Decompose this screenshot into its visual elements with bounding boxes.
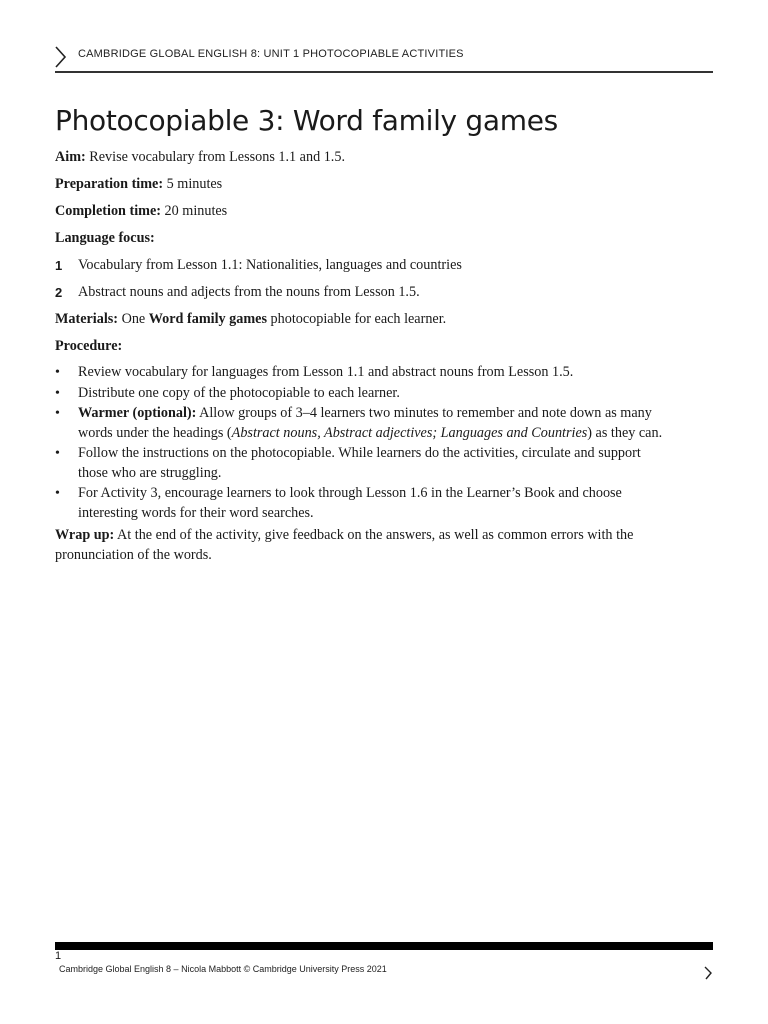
- preparation-label: Preparation time:: [55, 176, 164, 192]
- list-item: • Review vocabulary for languages from Lesson 1.1 and abstract nouns from Lesson 1.5.: [55, 363, 665, 383]
- page-title: Photocopiable 3: Word family games: [55, 104, 558, 137]
- aim-paragraph: [55, 148, 665, 168]
- materials-text: One: [118, 311, 149, 327]
- list-item: • Distribute one copy of the photocopiable to each learner.: [55, 384, 665, 404]
- completion-text: 20 minutes: [161, 203, 228, 219]
- header-rule: [55, 71, 713, 73]
- wrap-up-text: At the end of the activity, give feedback on the answers, as well as common errors with the pronunciation of the words.: [55, 527, 634, 563]
- language-focus-label: Language focus:: [55, 230, 155, 246]
- wrap-up-paragraph: [55, 526, 665, 565]
- list-item: • For Activity 3, encourage learners to look through Lesson 1.6 in the Learner’s Book and choose interesting words for their word searches.: [55, 484, 665, 523]
- page-number: 1: [55, 950, 62, 962]
- completion-label: Completion time:: [55, 203, 161, 219]
- completion-paragraph: [55, 202, 665, 222]
- aim-label: Aim:: [55, 149, 86, 165]
- warmer-text-end: ) as they can.: [587, 424, 663, 441]
- footer-credit: Cambridge Global English 8 – Nicola Mabbott © Cambridge University Press 2021: [59, 964, 387, 974]
- list-number: 2: [55, 285, 63, 300]
- chevron-right-icon: [702, 964, 714, 980]
- preparation-text: 5 minutes: [163, 176, 223, 192]
- list-item: [55, 256, 665, 276]
- wrap-up-label: Wrap up:: [55, 527, 115, 543]
- materials-bold: Word family games: [148, 311, 267, 327]
- procedure-label: Procedure:: [55, 338, 123, 354]
- aim-text: Revise vocabulary from Lessons 1.1 and 1.5.: [85, 149, 345, 165]
- running-header: CAMBRIDGE GLOBAL ENGLISH 8: UNIT 1 PHOTOCOPIABLE ACTIVITIES: [78, 48, 464, 60]
- list-item: [55, 283, 665, 303]
- list-text: Abstract nouns and adjects from the nouns from Lesson 1.5.: [78, 284, 420, 300]
- list-number: 1: [55, 258, 63, 273]
- chevron-right-icon: [50, 44, 72, 70]
- materials-text-end: photocopiable for each learner.: [266, 311, 447, 327]
- materials-paragraph: [55, 310, 665, 330]
- warmer-label: Warmer (optional):: [78, 405, 197, 421]
- list-text: Vocabulary from Lesson 1.1: Nationalities, languages and countries: [78, 257, 462, 273]
- list-item: [55, 404, 665, 443]
- document-body: [55, 148, 665, 573]
- materials-label: Materials:: [55, 311, 119, 327]
- procedure-list: [55, 363, 665, 523]
- footer-rule: [55, 942, 713, 950]
- preparation-paragraph: [55, 175, 665, 195]
- list-item: • Follow the instructions on the photocopiable. While learners do the activities, circulate and support those who are struggling.: [55, 444, 665, 483]
- warmer-headings: Abstract nouns, Abstract adjectives; Languages and Countries: [231, 424, 588, 441]
- warmer-text: Allow groups of 3–4 learners two minutes to remember and note down as many words under the headings (: [78, 405, 652, 441]
- language-focus-list: [55, 256, 665, 303]
